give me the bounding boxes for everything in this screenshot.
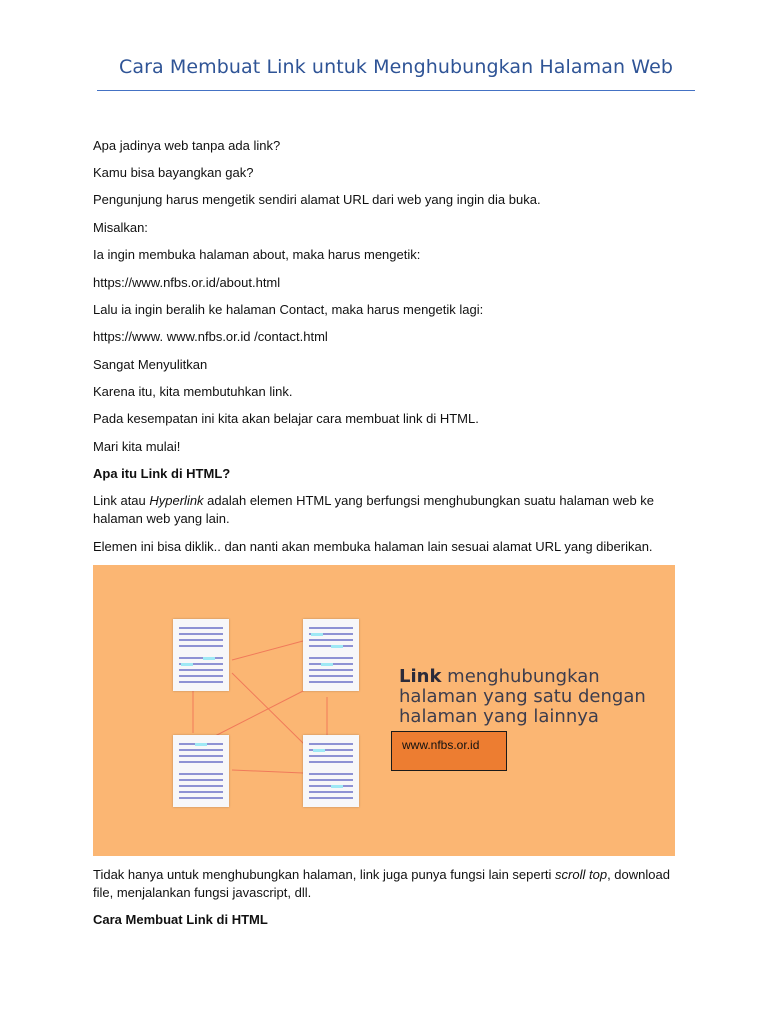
paragraph-10: Karena itu, kita membutuhkan link. (93, 384, 293, 399)
paragraph-5: Ia ingin membuka halaman about, maka harus mengetik: (93, 247, 421, 262)
paragraph-1: Apa jadinya web tanpa ada link? (93, 138, 281, 153)
other-text-b: , download file, menjalankan fungsi javascript, dll. (93, 867, 670, 900)
other-functions-paragraph (93, 866, 678, 902)
caption-line-1: menghubungkan (441, 666, 600, 687)
document-title: Cara Membuat Link untuk Menghubungkan Halaman Web (118, 56, 674, 78)
paragraph-2: Kamu bisa bayangkan gak? (93, 165, 254, 180)
heading-apa-itu-link: Apa itu Link di HTML? (93, 466, 231, 481)
paragraph-4: Misalkan: (93, 220, 148, 235)
web-page-icon (173, 619, 229, 691)
figure-caption (399, 667, 646, 727)
paragraph-7: Lalu ia ingin beralih ke halaman Contact, maka harus mengetik lagi: (93, 302, 484, 317)
web-page-icon (303, 735, 359, 807)
definition-text-a: Link atau (93, 493, 150, 508)
web-page-icon (173, 735, 229, 807)
link-word: Link (399, 666, 442, 687)
caption-line-3: halaman yang lainnya (399, 706, 599, 727)
link-illustration (93, 565, 675, 856)
heading-cara-membuat-link: Cara Membuat Link di HTML (93, 912, 268, 927)
scroll-top-term: scroll top (555, 867, 608, 882)
other-text-a: Tidak hanya untuk menghubungkan halaman, link juga punya fungsi lain seperti (93, 867, 556, 882)
paragraph-3: Pengunjung harus mengetik sendiri alamat URL dari web yang ingin dia buka. (93, 192, 541, 207)
definition-paragraph (93, 492, 678, 528)
web-page-icon (303, 619, 359, 691)
url-text: www.nfbs.or.id (402, 738, 480, 752)
url-box (391, 731, 507, 771)
definition-text-b: adalah elemen HTML yang berfungsi menghubungkan suatu halaman web ke halaman web yang lain. (93, 493, 655, 526)
title-underline (97, 90, 695, 91)
paragraph-11: Pada kesempatan ini kita akan belajar cara membuat link di HTML. (93, 411, 479, 426)
click-paragraph: Elemen ini bisa diklik.. dan nanti akan membuka halaman lain sesuai alamat URL yang diberikan. (93, 539, 653, 554)
paragraph-9: Sangat Menyulitkan (93, 357, 208, 372)
url-contact: https://www. www.nfbs.or.id /contact.html (93, 329, 328, 344)
hyperlink-term: Hyperlink (149, 493, 204, 508)
caption-line-2: halaman yang satu dengan (399, 686, 646, 707)
url-about: https://www.nfbs.or.id/about.html (93, 275, 281, 290)
paragraph-12: Mari kita mulai! (93, 439, 181, 454)
